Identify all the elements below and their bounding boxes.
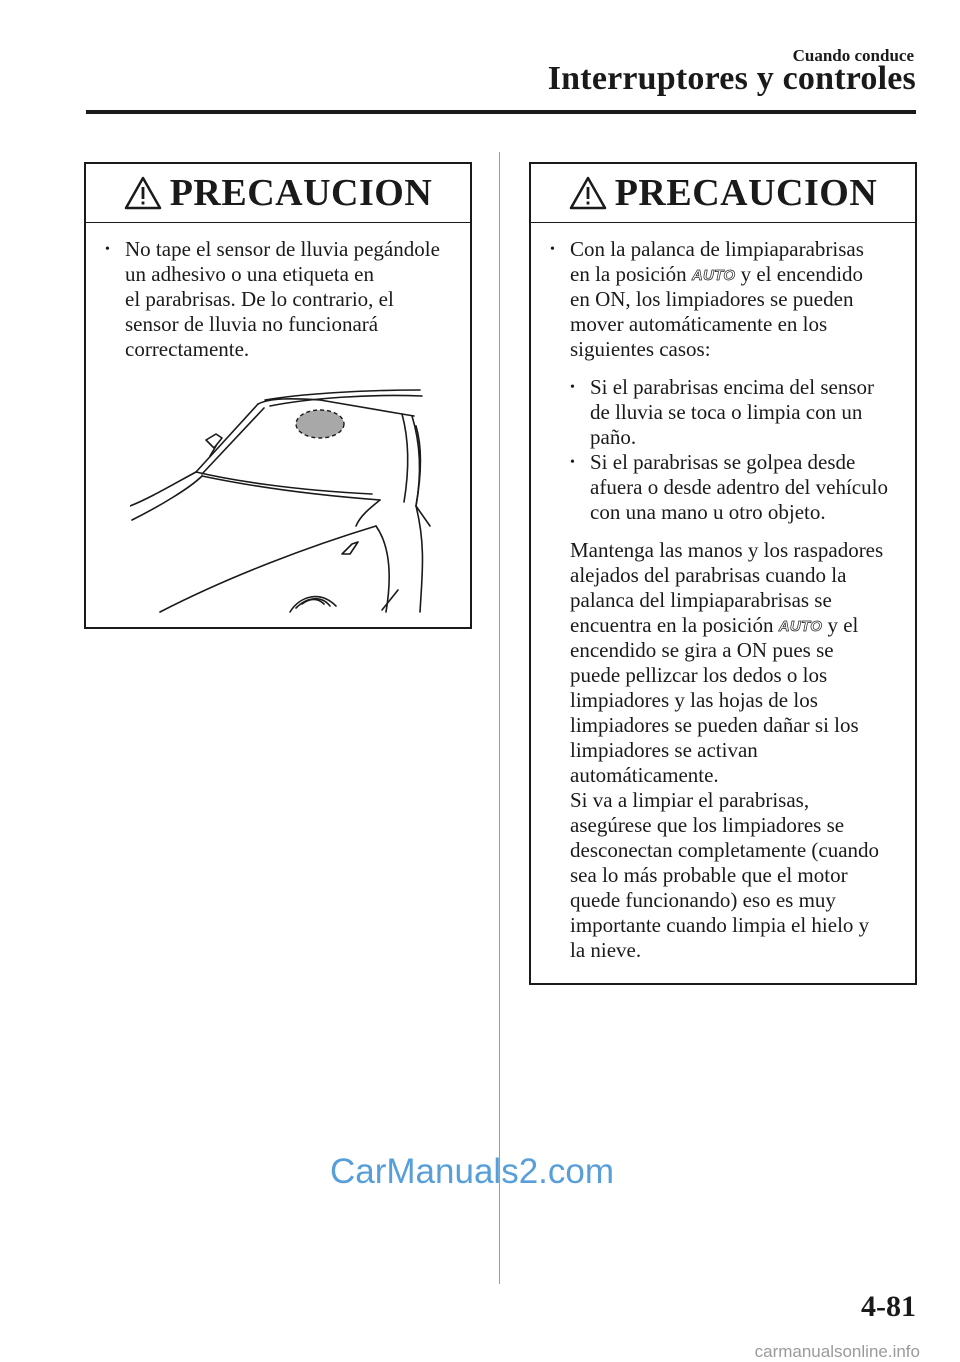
auto-position-icon: AUTO [778,618,823,635]
list-item [531,237,915,362]
left-caution-body [86,223,470,362]
footer-site-link[interactable]: carmanualsonline.info [754,1342,920,1361]
text-line: afuera o desde adentro del vehículo [590,475,888,499]
page-title: Interruptores y controles [547,60,916,97]
right-caution-header [531,164,915,223]
text-line [570,613,915,638]
caution-paragraph [531,538,915,963]
right-caution-body [531,223,915,963]
text-line: alejados del parabrisas cuando la [570,563,847,587]
text-line: automáticamente. [570,763,719,787]
text-line: paño. [590,425,637,449]
text-segment: encuentra en la posición [570,613,774,637]
text-line: desconectan completamente (cuando [570,838,880,862]
text-segment: y el [827,613,859,637]
text-line: limpiadores se pueden dañar si los [570,713,859,737]
left-caution-box [84,162,472,629]
text-line: mover automáticamente en los [570,312,828,336]
text-line: sea lo más probable que el motor [570,863,848,887]
caution-title: PRECAUCION [614,172,878,214]
text-segment: y el encendido [740,262,864,286]
text-line: sensor de lluvia no funcionará [125,312,379,336]
left-caution-header [86,164,470,223]
text-line: limpiadores se activan [570,738,758,762]
warning-triangle-icon [124,176,162,210]
page-number: 4-81 [861,1290,916,1323]
windshield-rain-sensor-illustration [130,376,450,616]
rain-sensor-area [296,410,344,438]
text-line: Si va a limpiar el parabrisas, [570,788,810,812]
text-line [570,262,915,287]
text-line: el parabrisas. De lo contrario, el [125,287,394,311]
text-line: encendido se gira a ON pues se [570,638,834,662]
text-line: la nieve. [570,938,642,962]
text-line: asegúrese que los limpiadores se [570,813,845,837]
text-line: • Si el parabrisas se golpea desde [590,450,856,474]
text-line: en ON, los limpiadores se pueden [570,287,854,311]
text-line: limpiadores y las hojas de los [570,688,818,712]
caution-title: PRECAUCION [169,172,433,214]
text-line: Mantenga las manos y los raspadores [570,538,884,562]
watermark-link[interactable]: CarManuals2.com [330,1152,614,1191]
text-segment: en la posición [570,262,687,286]
text-line: puede pellizcar los dedos o los [570,663,828,687]
text-line: • Si el parabrisas encima del sensor [590,375,874,399]
list-item [570,375,915,450]
warning-triangle-icon [569,176,607,210]
list-item [86,237,470,362]
text-line: palanca del limpiaparabrisas se [570,588,832,612]
text-line: un adhesivo o una etiqueta en [125,262,375,286]
text-line: de lluvia se toca o limpia con un [590,400,863,424]
list-item [570,450,915,525]
text-line: importante cuando limpia el hielo y [570,913,870,937]
text-line: con una mano u otro objeto. [590,500,826,524]
text-line: quede funcionando) eso es muy [570,888,836,912]
auto-position-icon: AUTO [691,267,736,284]
header-section-label: Cuando conduce [792,46,914,65]
text-line: siguientes casos: [570,337,711,361]
text-line: • No tape el sensor de lluvia pegándole [125,237,440,261]
text-line: • Con la palanca de limpiaparabrisas [570,237,864,261]
header-rule [86,110,916,114]
column-divider [499,152,500,1284]
right-caution-box [529,162,917,985]
text-line: correctamente. [125,337,250,361]
